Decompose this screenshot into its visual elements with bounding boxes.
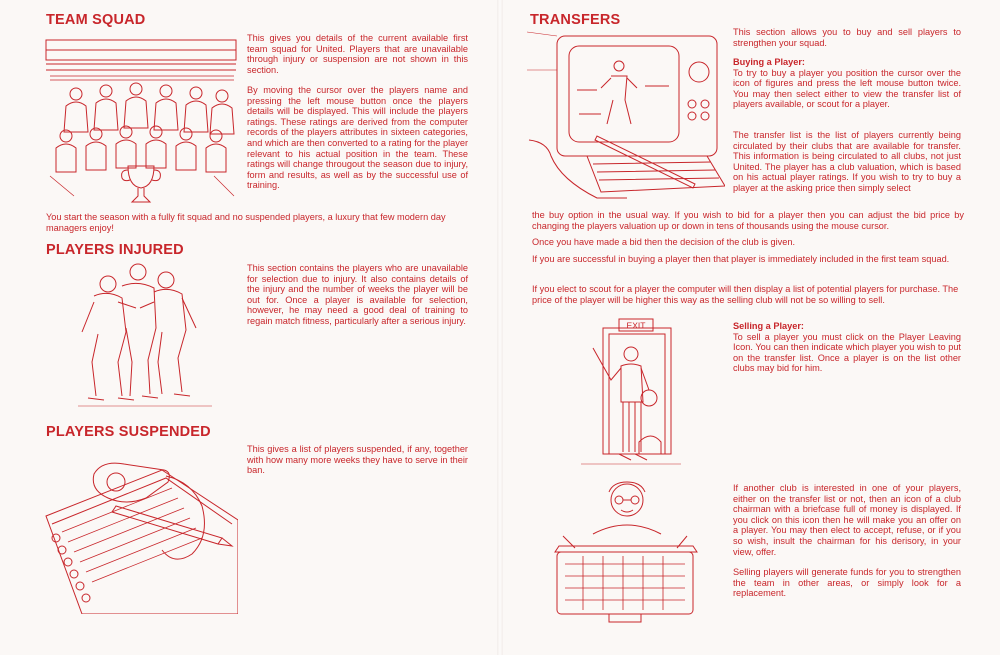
team-squad-heading: TEAM SQUAD <box>46 12 146 28</box>
team-squad-paragraph-2: By moving the cursor over the players name and pressing the left mouse button once the players details will be displayed. This will include the players ratings. These ratings are derived from the computer records of the players attributes in sixteen categories, and which are then converted to a rating for the player relevant to his actual position in the team. These ratings will change througout the season due to injury, form and results, as well as by the successful use of training. <box>247 85 468 191</box>
chairman-briefcase-illustration <box>553 476 699 628</box>
players-injured-heading: PLAYERS INJURED <box>46 242 184 258</box>
buying-paragraph-2b: the buy option in the usual way. If you wish to bid for a player then you can adjust the bid price by changing the players valuation up or down in tens of thousands using the mouse cursor. <box>532 210 964 231</box>
buying-paragraph-2a: The transfer list is the list of players currently being circulated by their clubs that are available for transfer. This information is being circulated to all clubs, not just United. The player has a club valuation, which is based on his actual player ratings. If you wish to try to buy a player at the asking price then simply select <box>733 130 961 193</box>
selling-title: Selling a Player: <box>733 321 804 331</box>
selling-section <box>733 321 961 374</box>
team-squad-paragraph-3: You start the season with a fully fit squad and no suspended players, a luxury that few modern day managers enjoy! <box>46 212 446 233</box>
chairman-paragraph-2: Selling players will generate funds for you to strengthen the team in other areas, or simply look for a replacement. <box>733 567 961 599</box>
transfers-heading: TRANSFERS <box>530 12 621 28</box>
scout-paragraph: If you elect to scout for a player the computer will then display a list of potential players for purchase. The price of the player will be higher this way as the selling club will not be so willing to sell. <box>532 284 959 305</box>
players-suspended-paragraph: This gives a list of players suspended, if any, together with how many more weeks they have to serve in their ban. <box>247 444 468 476</box>
transfers-computer-illustration <box>527 30 725 204</box>
buy-success-paragraph: If you are successful in buying a player then that player is immediately included in the first team squad. <box>532 254 950 264</box>
player-leaving-illustration <box>581 318 681 466</box>
selling-paragraph: To sell a player you must click on the Player Leaving Icon. You can then indicate which player you wish to put on the transfer list. Once a player is on the list other clubs may bid for him. <box>733 331 961 374</box>
players-injured-illustration <box>78 262 212 410</box>
players-suspended-heading: PLAYERS SUSPENDED <box>46 424 211 440</box>
right-page <box>505 0 1000 655</box>
left-page <box>0 0 495 655</box>
transfers-intro: This section allows you to buy and sell players to strengthen your squad. <box>733 27 961 48</box>
buying-section <box>733 57 961 110</box>
players-injured-paragraph: This section contains the players who are unavailable for selection due to injury. It also contains details of the injury and the number of weeks the player will be out for. Once a player is available for selection, however, he may need a good deal of training to regain match fitness, particularly after a serious injury. <box>247 263 468 326</box>
buying-paragraph-1: To try to buy a player you position the cursor over the icon of figures and press the left mouse button twice. You may then select either to view the transfer list of players available, or scout for a player. <box>733 67 961 110</box>
team-squad-illustration <box>44 36 238 206</box>
team-squad-paragraph-1: This gives you details of the current available first team squad for United. Players that are unavailable through injury or suspension are not shown in this section. <box>247 33 468 75</box>
exit-sign: EXIT <box>626 320 646 331</box>
players-suspended-illustration <box>42 446 238 614</box>
bid-decision-paragraph: Once you have made a bid then the decision of the club is given. <box>532 237 796 247</box>
buying-title: Buying a Player: <box>733 57 805 67</box>
chairman-paragraph-1: If another club is interested in one of your players, either on the transfer list or not, then an icon of a club chairman with a briefcase full of money is displayed. If you click on this icon then he will make you an offer on a player. You may then elect to accept, refuse, or if you so wish, insult the chairman for his derisory, in your view, offer. <box>733 483 961 557</box>
page-fold <box>497 0 503 655</box>
